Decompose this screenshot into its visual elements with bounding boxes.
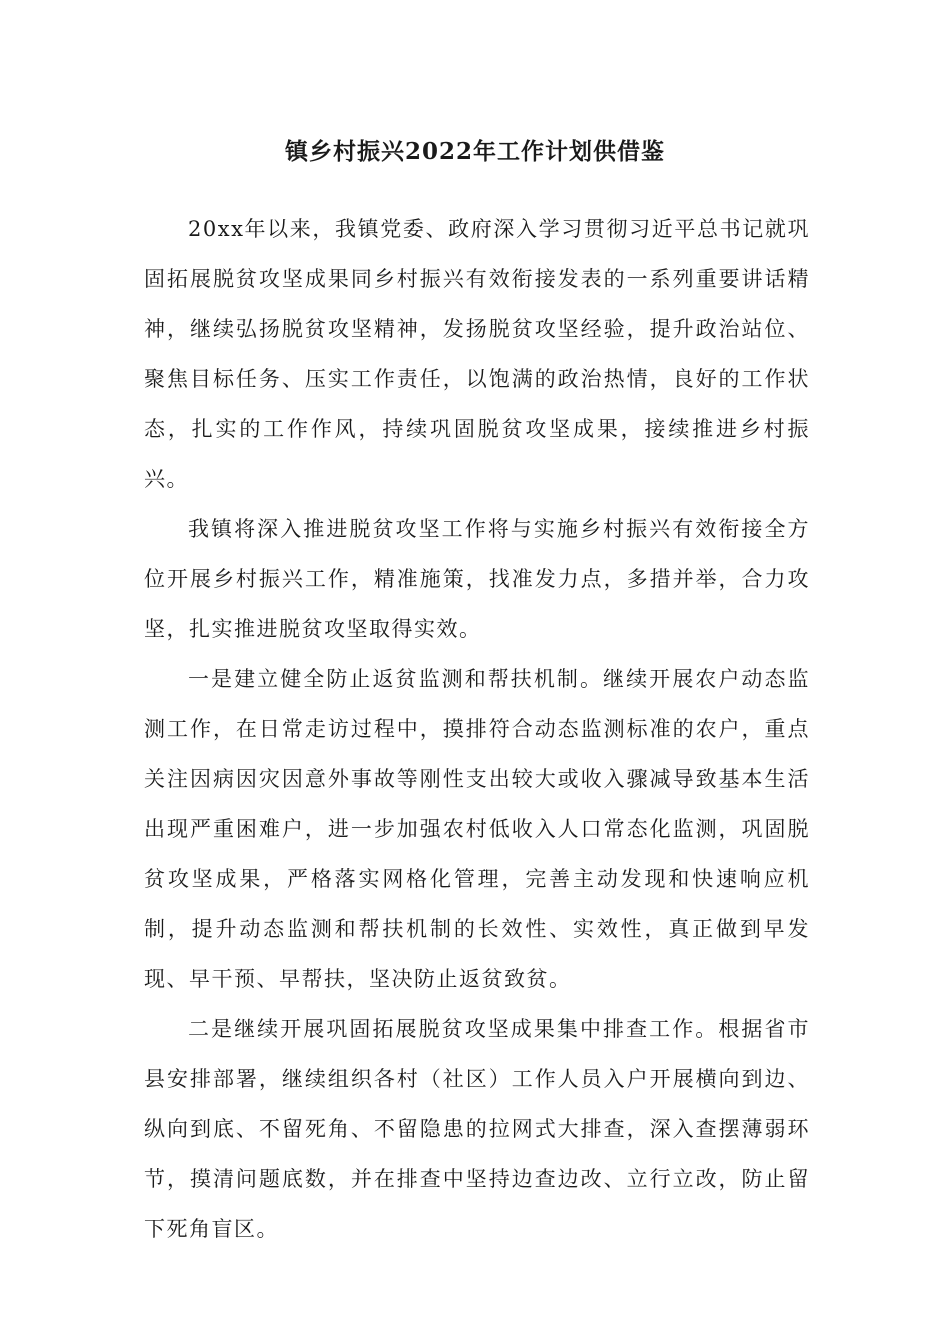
paragraph-overview: 我镇将深入推进脱贫攻坚工作将与实施乡村振兴有效衔接全方位开展乡村振兴工作，精准施策，找准发力点，多措并举，合力攻坚，扎实推进脱贫攻坚取得实效。	[144, 517, 810, 641]
paragraph-intro: 20xx年以来，我镇党委、政府深入学习贯彻习近平总书记就巩固拓展脱贫攻坚成果同乡村振兴有效衔接发表的一系列重要讲话精神，继续弘扬脱贫攻坚精神，发扬脱贫攻坚经验，提升政治站位、聚焦目标任务、压实工作责任，以饱满的政治热情，良好的工作状态，扎实的工作作风，持续巩固脱贫攻坚成果，接续推进乡村振兴。	[144, 217, 810, 491]
paragraph-point-two: 二是继续开展巩固拓展脱贫攻坚成果集中排查工作。根据省市县安排部署，继续组织各村（社区）工作人员入户开展横向到边、纵向到底、不留死角、不留隐患的拉网式大排查，深入查摆薄弱环节，摸清问题底数，并在排查中坚持边查边改、立行立改，防止留下死角盲区。	[144, 1017, 810, 1241]
document-title: 镇乡村振兴2022年工作计划供借鉴	[284, 138, 665, 165]
paragraph-point-one: 一是建立健全防止返贫监测和帮扶机制。继续开展农户动态监测工作，在日常走访过程中，摸排符合动态监测标准的农户，重点关注因病因灾因意外事故等刚性支出较大或收入骤减导致基本生活出现严重困难户，进一步加强农村低收入人口常态化监测，巩固脱贫攻坚成果，严格落实网格化管理，完善主动发现和快速响应机制，提升动态监测和帮扶机制的长效性、实效性，真正做到早发现、早干预、早帮扶，坚决防止返贫致贫。	[144, 667, 810, 991]
document-body	[144, 204, 810, 1254]
